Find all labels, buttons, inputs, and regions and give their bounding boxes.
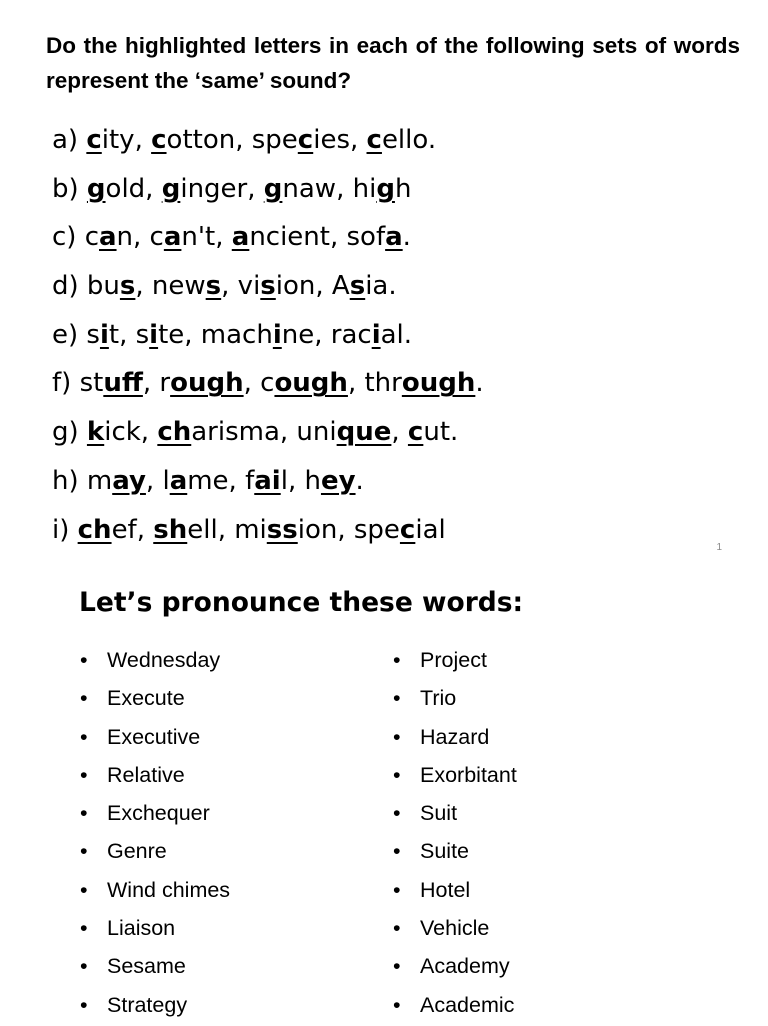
word-text: , new [135, 271, 206, 302]
word-list-item [393, 988, 517, 1026]
bullet-icon: • [393, 762, 401, 787]
word-text: Sesame [107, 954, 186, 979]
word-text: n, c [116, 222, 164, 253]
highlighted-letters: s [349, 271, 366, 302]
bullet-icon: • [80, 801, 88, 826]
set-label: c) [52, 222, 85, 253]
word-list-item [393, 681, 517, 719]
word-text: . [355, 465, 364, 496]
highlighted-letters: ch [77, 514, 112, 545]
word-text: Trio [420, 686, 457, 711]
word-text: ion, A [275, 271, 350, 302]
highlighted-letters: ey [320, 465, 356, 496]
question-text: Do the highlighted letters in each of the following sets of words represent the ‘same’ sound? [46, 33, 740, 93]
bullet-icon: • [80, 648, 88, 672]
word-set-item [52, 508, 484, 557]
word-text: Execute [107, 686, 185, 711]
word-sets-list [52, 118, 484, 556]
highlighted-letters: s [119, 271, 136, 302]
word-text: al. [380, 319, 413, 350]
word-list-item [393, 949, 517, 987]
word-list-item [393, 758, 517, 796]
highlighted-letters: c [151, 125, 167, 155]
word-text: l, h [280, 465, 321, 496]
word-text: bu [86, 271, 120, 302]
word-set-item [52, 361, 484, 410]
word-text: n't, [181, 222, 232, 253]
highlighted-letters: k [86, 417, 105, 448]
word-text: Academy [420, 954, 510, 979]
bullet-icon: • [393, 916, 401, 941]
highlighted-letters: a [99, 222, 117, 253]
bullet-icon: • [393, 801, 401, 826]
highlighted-letters: i [371, 319, 381, 350]
highlighted-letters: uff [103, 368, 143, 399]
set-label: i) [52, 514, 78, 545]
word-text: ello. [381, 125, 437, 155]
word-set-item [52, 410, 484, 459]
word-text: Wind chimes [107, 877, 231, 902]
highlighted-letters: g [161, 173, 181, 204]
bullet-icon: • [80, 877, 88, 902]
word-text: Vehicle [420, 916, 490, 941]
word-set-item [52, 118, 484, 167]
word-list-item [80, 911, 230, 949]
word-list-item [80, 873, 230, 911]
highlighted-letters: sh [153, 514, 188, 545]
word-set-item [52, 264, 484, 313]
word-text: . [475, 368, 484, 399]
word-list-item [80, 988, 230, 1026]
bullet-icon: • [393, 724, 401, 749]
highlighted-letters: ough [401, 368, 476, 399]
word-list-item [80, 681, 230, 719]
word-text: Suit [420, 801, 458, 826]
highlighted-letters: c [407, 417, 424, 448]
word-text: old, [105, 173, 162, 204]
word-set-item [52, 313, 484, 362]
word-text: Project [420, 648, 487, 672]
word-text: me, f [187, 465, 255, 496]
highlighted-letters: g [86, 173, 106, 204]
word-text: , [391, 417, 408, 448]
word-list-item [393, 834, 517, 872]
highlighted-letters: s [260, 271, 276, 302]
set-label: d) [52, 271, 87, 302]
word-text: Relative [107, 762, 185, 787]
word-text: , r [142, 368, 171, 399]
set-label: h) [52, 465, 87, 496]
word-text: , vi [221, 271, 261, 302]
highlighted-letters: ough [170, 368, 244, 399]
bullet-icon: • [80, 762, 88, 787]
word-text: , c [243, 368, 275, 399]
word-list-item [393, 911, 517, 949]
bullet-icon: • [393, 954, 401, 979]
set-label: b) [52, 173, 87, 204]
word-list-item [80, 758, 230, 796]
set-label: e) [52, 319, 87, 350]
word-text: Hazard [420, 724, 490, 749]
bullet-icon: • [393, 992, 401, 1017]
highlighted-letters: i [149, 319, 159, 350]
word-column-right [393, 643, 517, 1026]
word-text: Academic [420, 992, 515, 1017]
bullet-icon: • [393, 686, 401, 711]
word-text: ial [415, 514, 446, 545]
word-text: Hotel [420, 877, 471, 902]
bullet-icon: • [393, 648, 401, 672]
highlighted-letters: s [205, 271, 222, 302]
highlighted-letters: que [336, 417, 392, 448]
word-list-item [393, 643, 517, 681]
word-text: ion, spe [297, 514, 400, 545]
word-text: ia. [365, 271, 397, 302]
highlighted-letters: ough [274, 368, 348, 399]
word-list-item [393, 720, 517, 758]
bullet-icon: • [80, 724, 88, 749]
bullet-icon: • [80, 839, 88, 864]
word-text: ick, [104, 417, 158, 448]
highlighted-letters: a [163, 222, 182, 253]
word-text: Executive [107, 724, 201, 749]
word-text: ell, mi [187, 514, 267, 545]
word-text: Exorbitant [420, 762, 517, 787]
word-text: te, mach [158, 319, 273, 350]
word-column-left [80, 643, 230, 1026]
word-text: , thr [347, 368, 402, 399]
highlighted-letters: c [399, 514, 416, 545]
word-text: inger, [180, 173, 264, 204]
bullet-icon: • [393, 839, 401, 864]
set-label: f) [52, 368, 80, 399]
bullet-icon: • [80, 954, 88, 979]
word-list-item [393, 873, 517, 911]
highlighted-letters: ss [266, 514, 298, 545]
word-text: otton, spe [166, 125, 298, 155]
word-text: ut. [423, 417, 459, 448]
highlighted-letters: g [376, 173, 395, 204]
word-list-item [80, 834, 230, 872]
slide-pronounce-words [0, 565, 768, 1024]
highlighted-letters: c [366, 125, 382, 155]
highlighted-letters: a [385, 222, 403, 253]
bullet-icon: • [80, 916, 88, 941]
highlighted-letters: c [86, 125, 102, 155]
word-text: ncient, sof [249, 222, 386, 253]
set-label: g) [52, 417, 87, 448]
highlighted-letters: g [263, 173, 283, 204]
highlighted-letters: i [272, 319, 282, 350]
word-set-item [52, 215, 484, 264]
bullet-icon: • [393, 877, 401, 902]
highlighted-letters: c [297, 125, 314, 155]
word-text: naw, hi [282, 173, 377, 204]
highlighted-letters: ay [112, 465, 146, 496]
bullet-icon: • [80, 992, 88, 1017]
word-text: ef, [111, 514, 154, 545]
highlighted-letters: ch [157, 417, 192, 448]
word-text: . [402, 222, 411, 253]
word-text: st [79, 368, 104, 399]
word-text: Wednesday [107, 648, 221, 672]
word-text: Genre [107, 839, 167, 864]
highlighted-letters: a [169, 465, 188, 496]
word-list-item [80, 643, 230, 681]
word-text: s [86, 319, 100, 350]
bullet-icon: • [80, 686, 88, 711]
word-list-item [393, 796, 517, 834]
word-text: arisma, uni [191, 417, 337, 448]
word-text: t, s [108, 319, 150, 350]
word-text: h [394, 173, 412, 204]
word-list-item [80, 949, 230, 987]
word-set-item [52, 459, 484, 508]
word-set-item [52, 167, 484, 216]
highlighted-letters: a [231, 222, 250, 253]
word-text: Liaison [107, 916, 176, 941]
word-text: Strategy [107, 992, 188, 1017]
highlighted-letters: i [99, 319, 109, 350]
word-text: ne, rac [281, 319, 372, 350]
word-text: ies, [313, 125, 367, 155]
word-text: c [84, 222, 99, 253]
word-text: ity, [101, 125, 152, 155]
pronounce-heading: Let’s pronounce these words: [79, 587, 524, 618]
word-list-item [80, 796, 230, 834]
word-text: , l [145, 465, 170, 496]
word-text: m [86, 465, 113, 496]
highlighted-letters: ai [254, 465, 281, 496]
word-text: Suite [420, 839, 470, 864]
word-text: Exchequer [107, 801, 210, 826]
page-number: 1 [716, 542, 722, 553]
word-list-item [80, 720, 230, 758]
set-label: a) [52, 125, 87, 155]
